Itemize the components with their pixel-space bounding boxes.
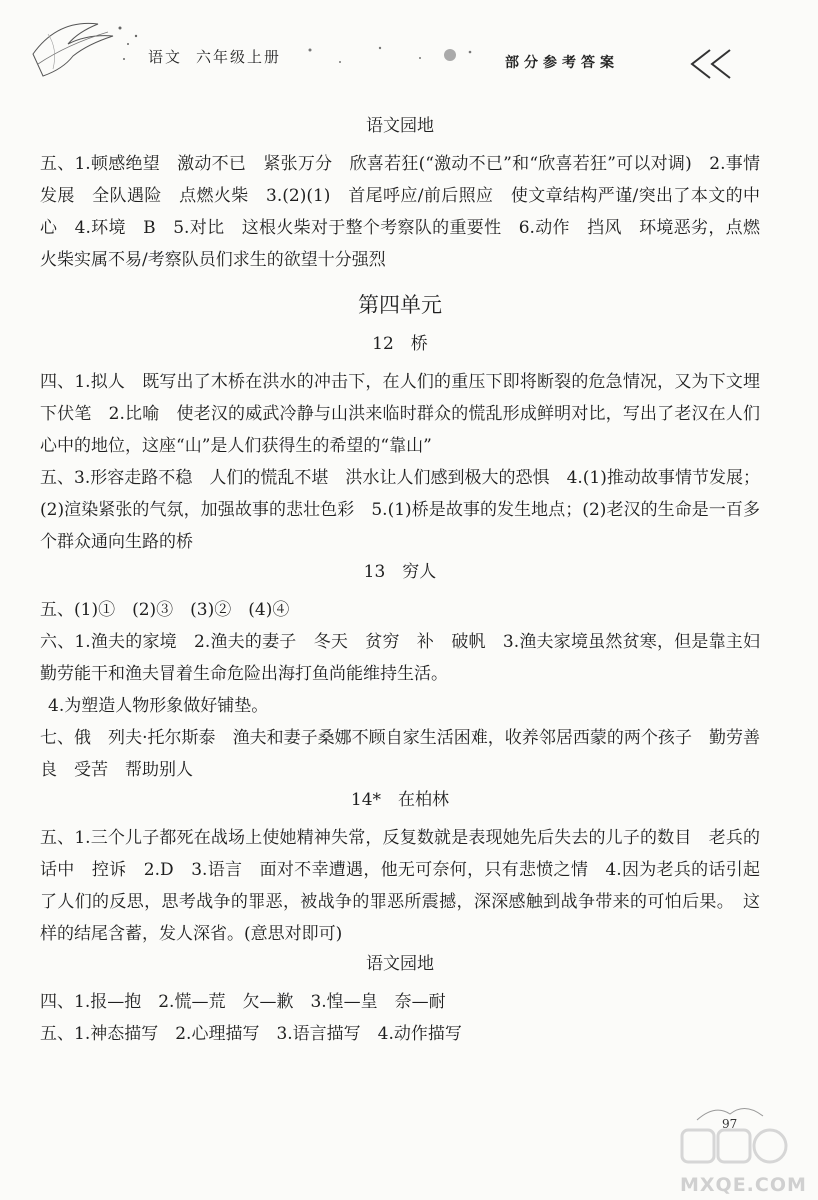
section-title: 语文园地	[366, 116, 434, 136]
answer-content	[40, 112, 760, 1050]
answer-paragraph: 四、1.报—抱 2.慌—荒 欠—歉 3.惶—皇 奈—耐	[40, 992, 446, 1012]
header-grade: 六年级上册	[196, 48, 282, 66]
answer-paragraph: 七、俄 列夫·托尔斯泰 渔夫和妻子桑娜不顾自家生活困难，收养邻居西蒙的两个孩子 勤劳善良 受苦 帮助别人	[40, 728, 760, 780]
answer-paragraph: 五、1.三个儿子都死在战场上使她精神失常，反复数就是表现她先后失去的儿子的数目 老兵的话中 控诉 2.D 3.语言 面对不幸遭遇，他无可奈何，只有悲愤之情 4.因为老兵的话引起了人们的反思，思考战争的罪恶，被战争的罪恶所震撼，深深感触到战争带来的可怕后果。 这样的结尾含蓄，发人深省。(意思对即可)	[40, 828, 760, 944]
double-chevron-left-icon	[686, 46, 738, 82]
answer-paragraph: 四、1.拟人 既写出了木桥在洪水的冲击下，在人们的重压下即将断裂的危急情况，又为下文埋下伏笔 2.比喻 使老汉的威武冷静与山洪来临时群众的慌乱形成鲜明对比，写出了老汉在人们心中的地位，这座“山”是人们获得生的希望的“靠山”	[40, 372, 760, 456]
section-title: 13 穷人	[363, 562, 437, 582]
unit-title: 第四单元	[358, 293, 442, 317]
header-section-title: 部分参考答案	[505, 55, 619, 71]
answer-paragraph: 4.为塑造人物形象做好铺垫。	[48, 696, 269, 716]
header-subject: 语文	[148, 48, 183, 66]
answer-paragraph: 五、1.神态描写 2.心理描写 3.语言描写 4.动作描写	[40, 1024, 462, 1044]
page-header	[0, 0, 818, 95]
answer-paragraph: 五、3.形容走路不稳 人们的慌乱不堪 洪水让人们感到极大的恐惧 4.(1)推动故事情节发展；(2)渲染紧张的气氛，加强故事的悲壮色彩 5.(1)桥是故事的发生地点；(2)老汉的生命是一百多个群众通向生路的桥	[40, 468, 760, 552]
watermark-logo-icon	[680, 1128, 790, 1172]
feather-decoration-icon	[28, 14, 148, 84]
header-subject-grade	[148, 46, 295, 67]
section-title: 12 桥	[372, 334, 428, 354]
dots-decoration-icon	[300, 40, 500, 70]
watermark-text: MXQE.COM	[680, 1174, 807, 1196]
section-title: 14* 在柏林	[350, 790, 450, 810]
answer-paragraph: 六、1.渔夫的家境 2.渔夫的妻子 冬天 贫穷 补 破帆 3.渔夫家境虽然贫寒，但是靠主妇勤劳能干和渔夫冒着生命危险出海打鱼尚能维持生活。	[40, 632, 760, 684]
page-number: 97	[722, 1117, 738, 1131]
answer-paragraph: 五、(1)① (2)③ (3)② (4)④	[40, 600, 290, 620]
section-title: 语文园地	[366, 954, 434, 974]
answer-paragraph: 五、1.顿感绝望 激动不已 紧张万分 欣喜若狂(“激动不已”和“欣喜若狂”可以对调) 2.事情发展 全队遇险 点燃火柴 3.(2)(1) 首尾呼应/前后照应 使文章结构严谨/突出了本文的中心 4.环境 B 5.对比 这根火柴对于整个考察队的重要性 6.动作 挡风 环境恶劣，点燃火柴实属不易/考察队员们求生的欲望十分强烈	[40, 154, 760, 270]
